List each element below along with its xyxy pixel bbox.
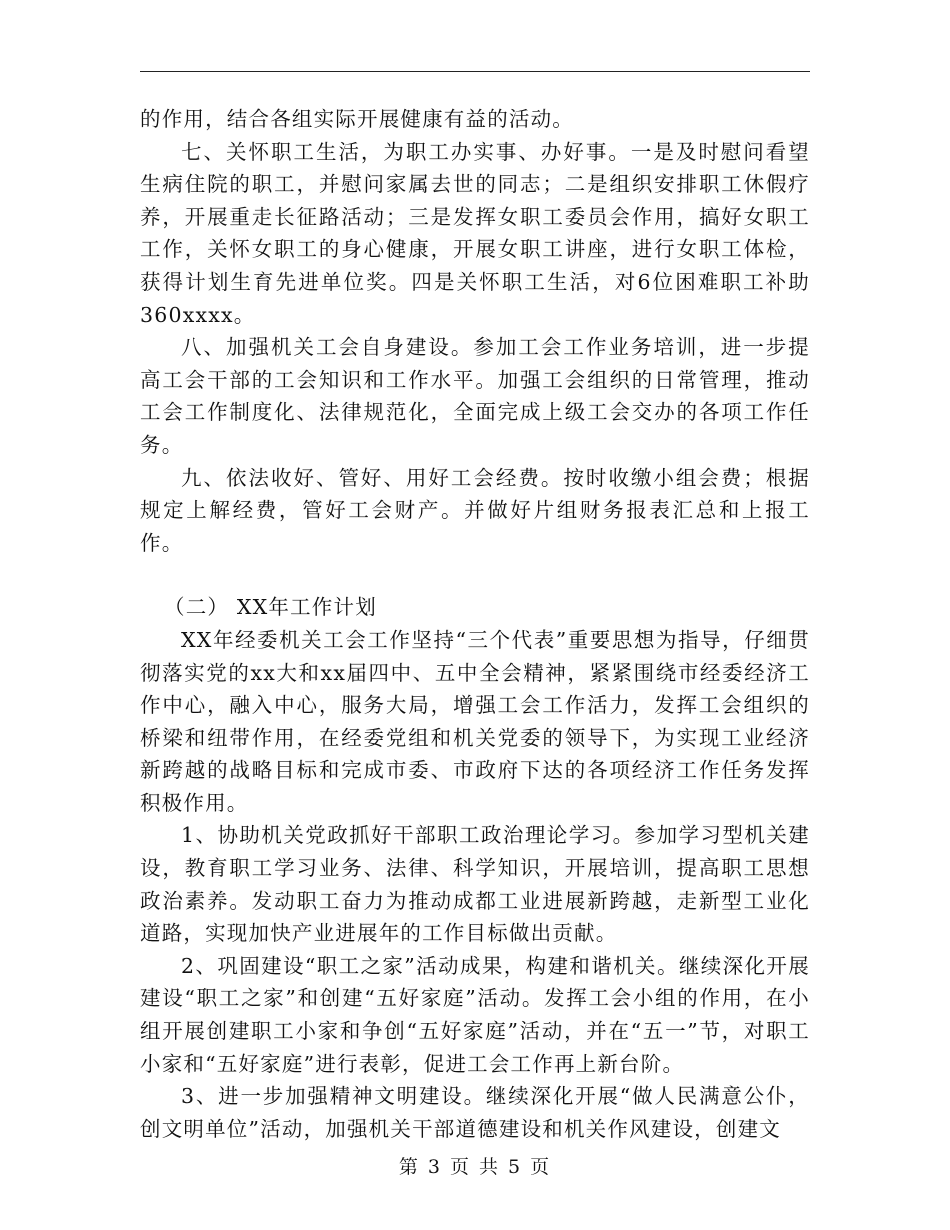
- section-spacer: [140, 559, 810, 591]
- paragraph-item-8: 八、加强机关工会自身建设。参加工会工作业务培训，进一步提高工会干部的工会知识和工作水平。加强工会组织的日常管理，推动工会工作制度化、法律规范化，全面完成上级工会交办的各项工作任务。: [140, 335, 810, 457]
- document-body: [140, 103, 810, 1145]
- paragraph-plan-3: 3、进一步加强精神文明建设。继续深化开展“做人民满意公仆，创文明单位”活动，加强机关干部道德建设和机关作风建设，创建文: [140, 1084, 810, 1141]
- paragraph-continuation: 的作用，结合各组实际开展健康有益的活动。: [140, 107, 574, 131]
- paragraph-item-7: 七、关怀职工生活，为职工办实事、办好事。一是及时慰问看望生病住院的职工，并慰问家属去世的同志；二是组织安排职工休假疗养，开展重走长征路活动；三是发挥女职工委员会作用，搞好女职工工作，关怀女职工的身心健康，开展女职工讲座，进行女职工体检，获得计划生育先进单位奖。四是关怀职工生活，对6位困难职工补助360xxxx。: [140, 139, 810, 327]
- section-heading: （二） XX年工作计划: [164, 595, 377, 620]
- paragraph-item-9: 九、依法收好、管好、用好工会经费。按时收缴小组会费；根据规定上解经费，管好工会财产。并做好片组财务报表汇总和上报工作。: [140, 465, 810, 555]
- header-rule: [140, 71, 810, 72]
- paragraph-plan-1: 1、协助机关党政抓好干部职工政治理论学习。参加学习型机关建设，教育职工学习业务、法律、科学知识，开展培训，提高职工思想政治素养。发动职工奋力为推动成都工业进展新跨越，走新型工业化道路，实现加快产业进展年的工作目标做出贡献。: [140, 823, 810, 946]
- paragraph-plan-2: 2、巩固建设“职工之家”活动成果，构建和谐机关。继续深化开展建设“职工之家”和创建“五好家庭”活动。发挥工会小组的作用，在小组开展创建职工小家和争创“五好家庭”活动，并在“五一”节，对职工小家和“五好家庭”进行表彰，促进工会工作再上新台阶。: [140, 953, 810, 1076]
- paragraph-plan-intro: XX年经委机关工会工作坚持“三个代表”重要思想为指导，仔细贯彻落实党的xx大和xx届四中、五中全会精神，紧紧围绕市经委经济工作中心，融入中心，服务大局，增强工会工作活力，发挥工会组织的桥梁和纽带作用，在经委党组和机关党委的领导下，为实现工业经济新跨越的战略目标和完成市委、市政府下达的各项经济工作任务发挥积极作用。: [140, 627, 810, 815]
- page-number: 第 3 页 共 5 页: [398, 1156, 552, 1178]
